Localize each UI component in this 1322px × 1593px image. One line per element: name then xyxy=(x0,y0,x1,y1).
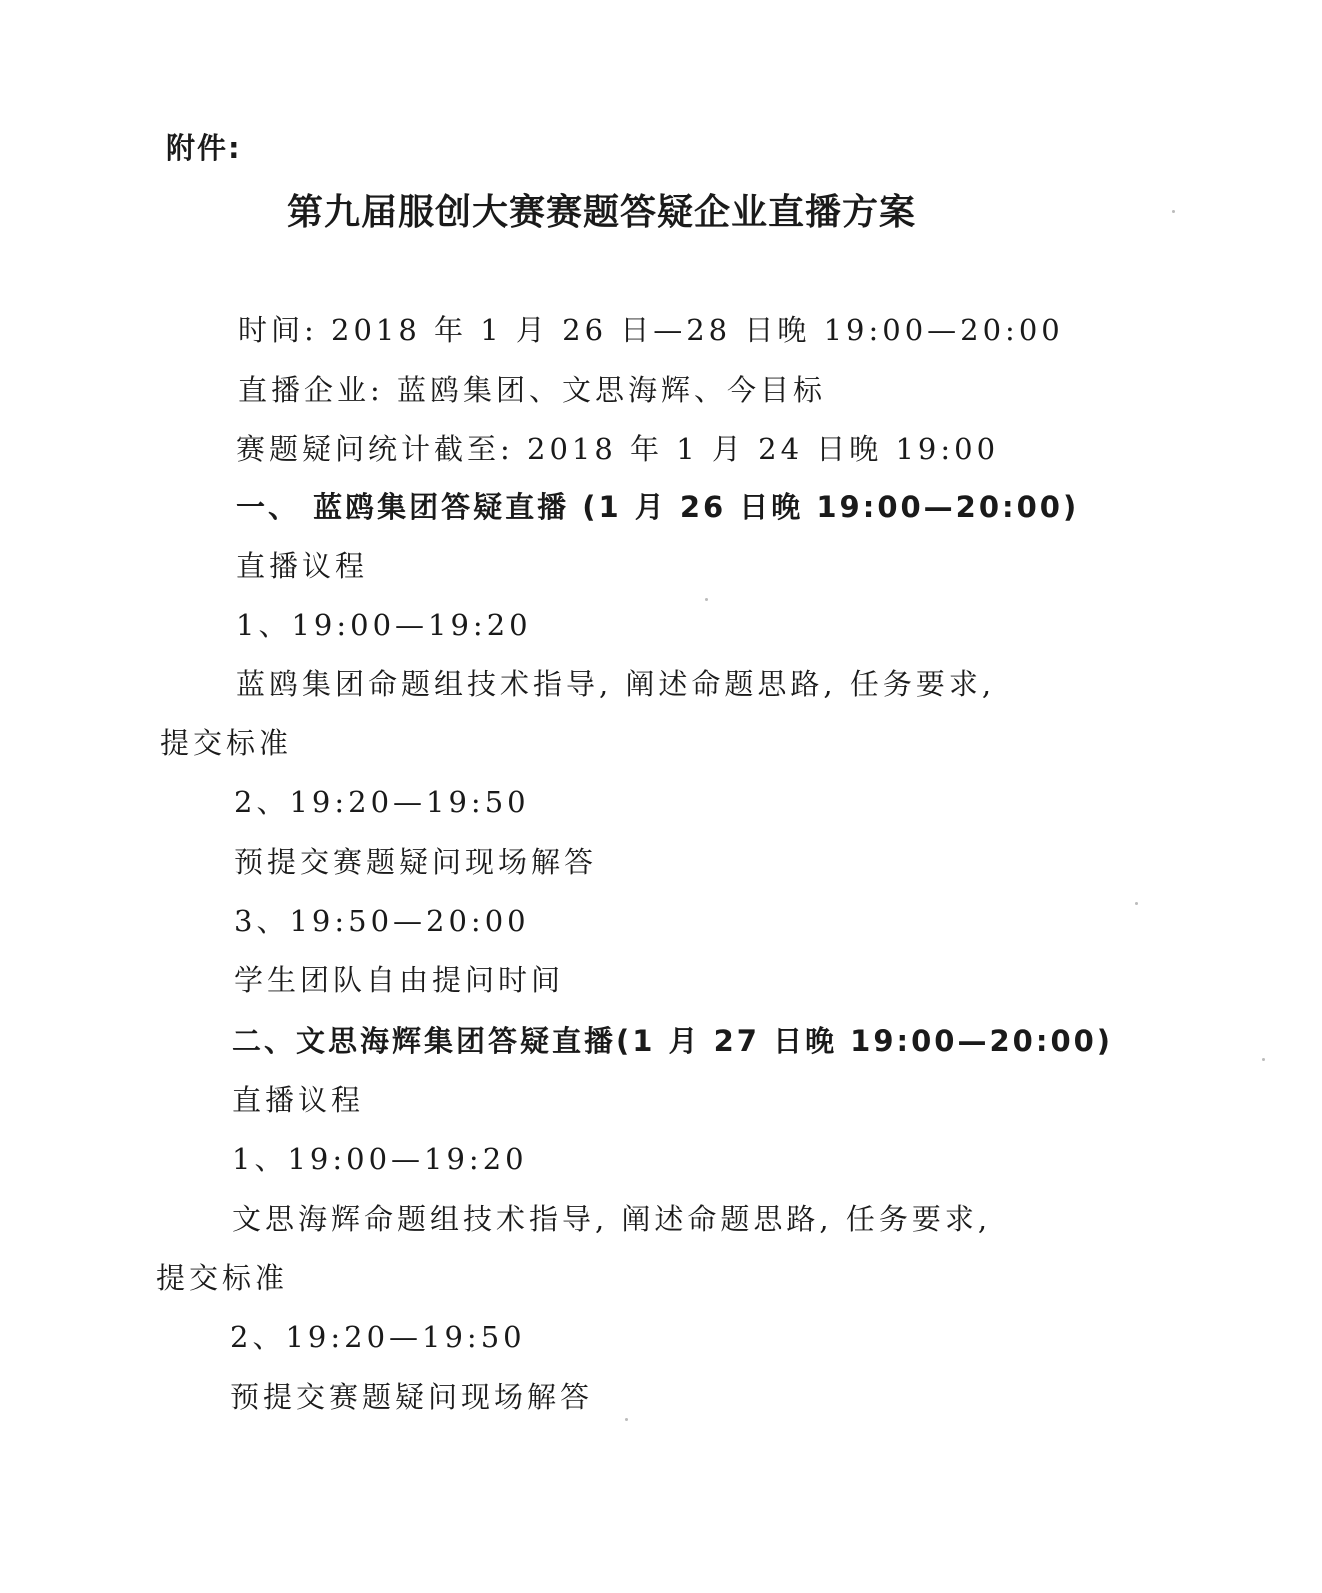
section1-item3-time: 3、19:50—20:00 xyxy=(234,904,530,938)
section1-item3-text: 学生团队自由提问时间 xyxy=(234,963,565,997)
section2-heading: 二、文思海辉集团答疑直播(1 月 27 日晚 19:00—20:00) xyxy=(232,1024,1114,1058)
section1-item1-text: 蓝鸥集团命题组技术指导, 阐述命题思路, 任务要求, xyxy=(236,667,996,701)
section2-item2-time: 2、19:20—19:50 xyxy=(230,1320,526,1354)
attachment-label: 附件: xyxy=(166,131,242,165)
scan-speck xyxy=(625,1418,628,1421)
section2-item1-text-cont: 提交标准 xyxy=(156,1261,289,1295)
section2-item1-text: 文思海辉命题组技术指导, 阐述命题思路, 任务要求, xyxy=(232,1202,992,1236)
section1-item2-time: 2、19:20—19:50 xyxy=(234,785,530,819)
section1-item2-text: 预提交赛题疑问现场解答 xyxy=(234,845,598,879)
section2-agenda-label: 直播议程 xyxy=(232,1083,365,1117)
section2-item2-text: 预提交赛题疑问现场解答 xyxy=(230,1380,594,1414)
scan-speck xyxy=(1135,902,1138,905)
info-time: 时间: 2018 年 1 月 26 日—28 日晚 19:00—20:00 xyxy=(238,313,1064,347)
section1-heading: 一、 蓝鸥集团答疑直播 (1 月 26 日晚 19:00—20:00) xyxy=(236,490,1080,524)
section2-item1-time: 1、19:00—19:20 xyxy=(232,1142,528,1176)
scan-speck xyxy=(1172,210,1175,213)
info-deadline: 赛题疑问统计截至: 2018 年 1 月 24 日晚 19:00 xyxy=(236,432,1000,466)
scan-speck xyxy=(705,598,708,601)
section1-agenda-label: 直播议程 xyxy=(236,549,369,583)
document-title: 第九届服创大赛赛题答疑企业直播方案 xyxy=(287,192,917,233)
info-companies: 直播企业: 蓝鸥集团、文思海辉、今目标 xyxy=(238,373,826,407)
scan-speck xyxy=(1262,1058,1265,1061)
section1-item1-text-cont: 提交标准 xyxy=(160,726,293,760)
section1-item1-time: 1、19:00—19:20 xyxy=(236,608,532,642)
